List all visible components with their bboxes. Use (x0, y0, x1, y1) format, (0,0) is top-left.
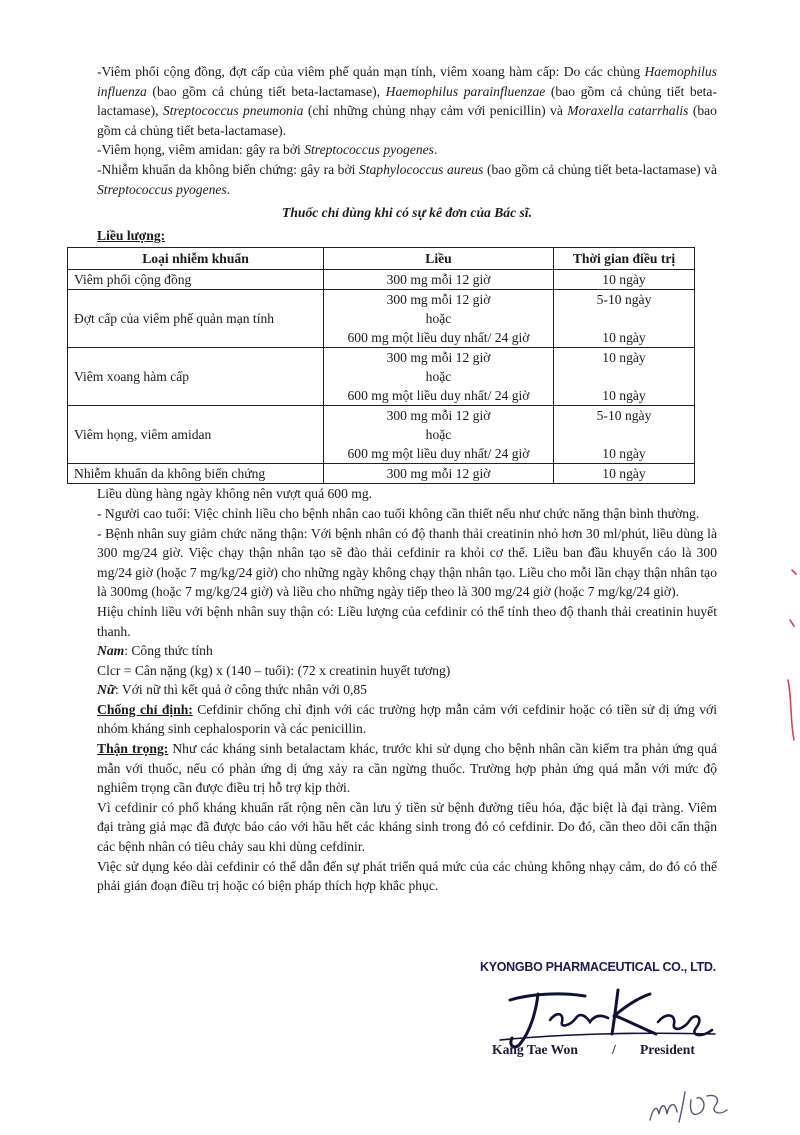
signature-separator: / (612, 1042, 616, 1057)
dose-cell: 300 mg mỗi 12 giờ hoặc 600 mg một liều duy nhất/ 24 giờ (324, 406, 554, 464)
renal-dosing: - Bệnh nhân suy giảm chức năng thận: Với bệnh nhân có độ thanh thải creatinin nhỏ hơn 30 ml/phút, liều dùng là 300 mg/24 giờ. Việc chạy thận nhân tạo sẽ đào thải cefdinir ra khỏi cơ thể. Liều ban đầu khuyến cáo là 300 mg/24 giờ (hoặc 7 mg/kg/24 giờ) cho những ngày không chạy thận nhân tạo. Liều cho mỗi lần chạy thận nhân tạo là 300mg (hoặc 7 mg/kg/24 giờ) và liều cho những ngày tiếp theo là 300 mg/24 giờ (hoặc 7 mg/kg/24 giờ). (97, 525, 717, 600)
table-header-row (68, 248, 695, 270)
signer-title: President (640, 1042, 695, 1057)
female-formula-label: Nữ: Với nữ thì kết quả ở công thức nhân với 0,85 (97, 682, 367, 698)
signature-block (480, 960, 720, 1070)
infection-type: Nhiễm khuẩn da không biến chứng (68, 464, 324, 484)
handwritten-signature (490, 972, 720, 1052)
prescription-note: Thuốc chỉ dùng khi có sự kê đơn của Bác sĩ. (282, 205, 532, 221)
clcr-formula: Clcr = Cân nặng (kg) x (140 – tuổi): (72 x creatinin huyết tương) (97, 662, 451, 678)
indication-skin: -Nhiễm khuẩn da không biến chứng: gây ra bởi Staphylococcus aureus (bao gồm cả chủng tiết beta-lactamase) và Streptococcus pyogenes. (97, 161, 717, 197)
indication-pneumonia: -Viêm phổi cộng đồng, đợt cấp của viêm phế quản mạn tính, viêm xoang hàm cấp: Do các chủng Haemophilus influenza (bao gồm cả chủng tiết beta-lactamase), Haemophilus parainfluenzae (bao gồm cả chủng tiết beta-lactamase), Streptococcus pneumonia (chỉ những chủng nhạy cảm với penicillin) và Moraxella catarrhalis (bao gồm cả chủng tiết beta-lactamase). (97, 64, 717, 138)
handwritten-initials (645, 1082, 735, 1127)
duration-cell: 5-10 ngày 10 ngày (554, 406, 695, 464)
table-row (68, 270, 695, 290)
duration-cell: 10 ngày (554, 464, 695, 484)
table-row (68, 464, 695, 484)
dose-cell: 300 mg mỗi 12 giờ (324, 270, 554, 290)
indication-pharyngitis: -Viêm họng, viêm amidan: gây ra bởi Streptococcus pyogenes. (97, 142, 438, 158)
table-header: Liều (324, 248, 554, 270)
infection-type: Đợt cấp của viêm phế quản mạn tính (68, 290, 324, 348)
table-row (68, 406, 695, 464)
dose-cell: 300 mg mỗi 12 giờ hoặc 600 mg một liều duy nhất/ 24 giờ (324, 290, 554, 348)
dose-cell: 300 mg mỗi 12 giờ hoặc 600 mg một liều duy nhất/ 24 giờ (324, 348, 554, 406)
document-body (74, 62, 718, 896)
table-header: Thời gian điều trị (554, 248, 695, 270)
table-row (68, 290, 695, 348)
edge-scan-marks (770, 560, 800, 760)
renal-adjustment: Hiệu chỉnh liều với bệnh nhân suy thận có: Liều lượng của cefdinir có thể tính theo độ thanh thải creatinin huyết thanh. (97, 603, 717, 639)
duration-cell: 10 ngày 10 ngày (554, 348, 695, 406)
dosage-table (67, 247, 695, 484)
precautions-heading: Thận trọng: (97, 741, 169, 757)
elderly-dosing: - Người cao tuổi: Việc chỉnh liều cho bệnh nhân cao tuổi không cần thiết nếu như chức năng thận bình thường. (97, 505, 700, 521)
table-row (68, 348, 695, 406)
dose-cell: 300 mg mỗi 12 giờ (324, 464, 554, 484)
precautions-gi: Vì cefdinir có phổ kháng khuẩn rất rộng nên cần lưu ý tiền sử bệnh đường tiêu hóa, đặc biệt là đại tràng. Viêm đại tràng giả mạc đã được báo cáo với hầu hết các kháng sinh trong đó có cefdinir. Do đó, cần theo dõi cẩn thận các bệnh nhân có tiêu chảy sau khi dùng cefdinir. (97, 799, 717, 855)
male-formula-label: Nam: Công thức tính (97, 643, 213, 659)
infection-type: Viêm phổi cộng đồng (68, 270, 324, 290)
contraindications: Chống chỉ định: Cefdinir chống chỉ định với các trường hợp mẫn cảm với cefdinir hoặc có tiền sử dị ứng với nhóm kháng sinh cephalosporin và các penicillin. (97, 701, 718, 737)
precautions-prolonged-use: Việc sử dụng kéo dài cefdinir có thể dẫn đến sự phát triển quá mức của các chủng không nhạy cảm, do đó có thể phải gián đoạn điều trị hoặc có biện pháp thích hợp khắc phục. (97, 858, 717, 894)
duration-cell: 5-10 ngày 10 ngày (554, 290, 695, 348)
precautions: Thận trọng: Như các kháng sinh betalactam khác, trước khi sử dụng cho bệnh nhân cần kiểm tra phản ứng quá mẫn với thuốc, nếu có phản ứng dị ứng xảy ra cần ngừng thuốc. Trường hợp phản ứng quá mẫn với mức độ nghiêm trọng cần được điều trị hỗ trợ kịp thời. (97, 741, 717, 796)
max-daily-dose: Liều dùng hàng ngày không nên vượt quá 600 mg. (97, 486, 373, 502)
duration-cell: 10 ngày (554, 270, 695, 290)
infection-type: Viêm xoang hàm cấp (68, 348, 324, 406)
signer-name: Kang Tae Won (492, 1042, 578, 1057)
contraindications-heading: Chống chỉ định: (97, 701, 193, 717)
infection-type: Viêm họng, viêm amidan (68, 406, 324, 464)
table-header: Loại nhiễm khuẩn (68, 248, 324, 270)
company-stamp: KYONGBO PHARMACEUTICAL CO., LTD. (480, 960, 716, 974)
dosage-heading: Liều lượng: (97, 227, 166, 243)
